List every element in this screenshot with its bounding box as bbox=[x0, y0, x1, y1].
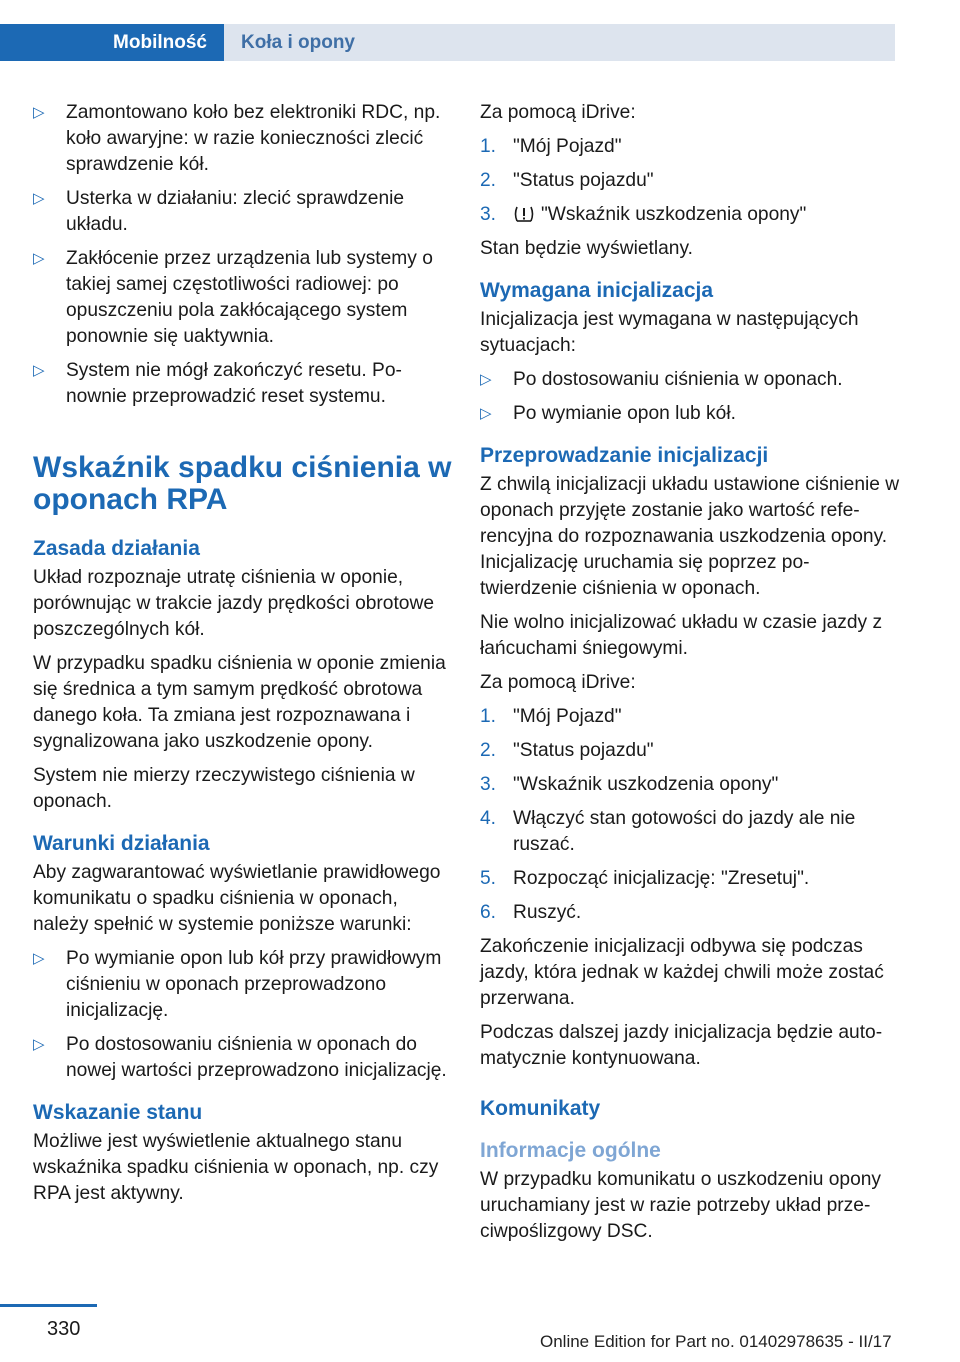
paragraph: Z chwilą inicjalizacji układu ustawione ciśnienie w oponach przyjęte zostanie jako wartość referencyjna do rozpoznawania uszkodzenia opony. Inicjalizację uruchamia się poprzez potwierdzenie ciśnienia w oponach. bbox=[480, 474, 900, 599]
init-required-list bbox=[480, 367, 900, 427]
list-item: 2. "Status pojazdu" bbox=[480, 740, 654, 761]
section-tab-mobilnosc: Mobilność bbox=[0, 24, 224, 61]
paragraph: Układ rozpoznaje utratę ciśnienia w oponie, porównując w trakcie jazdy prędkości obrotowe poszczególnych kół. bbox=[33, 567, 434, 640]
tire-pressure-warning-icon bbox=[513, 205, 535, 223]
triangle-bullet-icon: ▷ bbox=[33, 104, 45, 121]
heading-zasada-dzialania: Zasada działania bbox=[33, 537, 200, 560]
paragraph: Podczas dalszej jazdy inicjalizacja będzie automatycznie kontynuowana. bbox=[480, 1022, 883, 1069]
list-item: 3. "Wskaźnik uszkodzenia opony" bbox=[480, 774, 779, 795]
list-item: 2. "Status pojazdu" bbox=[480, 170, 654, 191]
edition-note: Online Edition for Part no. 01402978635 - II/17 bbox=[540, 1332, 892, 1351]
paragraph: Za pomocą iDrive: bbox=[480, 672, 636, 693]
right-column bbox=[480, 100, 900, 1253]
triangle-bullet-icon: ▷ bbox=[33, 190, 45, 207]
triangle-bullet-icon: ▷ bbox=[33, 950, 45, 967]
list-item: 4. Włączyć stan gotowości do jazdy ale nie ruszać. bbox=[480, 808, 856, 855]
idrive-steps-status bbox=[480, 134, 900, 228]
idrive-steps-init bbox=[480, 704, 900, 926]
paragraph: Nie wolno inicjalizować układu w czasie jazdy z łańcuchami śniegowymi. bbox=[480, 612, 883, 659]
list-item: ▷ System nie mógł zakończyć resetu. Ponownie przeprowadzić reset systemu. bbox=[33, 360, 402, 407]
left-column bbox=[33, 100, 453, 1215]
paragraph: System nie mierzy rzeczywistego ciśnienia w oponach. bbox=[33, 765, 415, 812]
list-item: 1. "Mój Pojazd" bbox=[480, 136, 622, 157]
list-item: ▷ Po wymianie opon lub kół. bbox=[480, 401, 900, 427]
triangle-bullet-icon: ▷ bbox=[33, 362, 45, 379]
heading-informacje-ogolne: Informacje ogólne bbox=[480, 1139, 661, 1162]
triangle-bullet-icon: ▷ bbox=[480, 371, 492, 388]
conditions-list bbox=[33, 946, 453, 1084]
paragraph: W przypadku spadku ciśnienia w oponie zmienia się średnica a tym samym prędkość obrotowa danego koła. Ta zmiana jest rozpoznawana i sygnalizowana jako uszkodzenie opony. bbox=[33, 653, 446, 752]
paragraph: Za pomocą iDrive: bbox=[480, 102, 636, 123]
footer-rule bbox=[0, 1304, 97, 1307]
section-tab-kola-i-opony: Koła i opony bbox=[224, 24, 895, 61]
heading-przeprowadzanie-inicjalizacji: Przeprowadzanie inicjalizacji bbox=[480, 444, 769, 467]
list-item: ▷ Zakłócenie przez urządzenia lub systemy o takiej samej częstotliwości radiowej: po opuszczeniu pola zakłócającego system ponownie się uaktywnia. bbox=[33, 248, 433, 347]
rdc-fault-list bbox=[33, 100, 453, 410]
paragraph: Możliwe jest wyświetlenie aktualnego stanu wskaźnika spadku ciśnienia w oponach, np. czy RPA jest aktywny. bbox=[33, 1131, 439, 1204]
heading-warunki-dzialania: Warunki działania bbox=[33, 832, 210, 855]
triangle-bullet-icon: ▷ bbox=[33, 1036, 45, 1053]
page-number: 330 bbox=[47, 1318, 81, 1340]
heading-wymagana-inicjalizacja: Wymagana inicjalizacja bbox=[480, 279, 714, 302]
triangle-bullet-icon: ▷ bbox=[33, 250, 45, 267]
list-item: ▷ Po dostosowaniu ciśnienia w oponach. bbox=[480, 367, 900, 393]
list-item: 1. "Mój Pojazd" bbox=[480, 706, 622, 727]
page-header bbox=[0, 0, 895, 62]
heading-wskazanie-stanu: Wskazanie stanu bbox=[33, 1101, 203, 1124]
paragraph: Inicjalizacja jest wymagana w następujących sytuacjach: bbox=[480, 309, 859, 356]
heading-komunikaty: Komunikaty bbox=[480, 1097, 601, 1120]
triangle-bullet-icon: ▷ bbox=[480, 405, 492, 422]
paragraph: Stan będzie wyświetlany. bbox=[480, 238, 693, 259]
paragraph: Aby zagwarantować wyświetlanie prawidłowego komunikatu o spadku ciśnienia w oponach, należy spełnić w systemie poniższe warunki: bbox=[33, 862, 441, 935]
section-title-rpa: Wskaźnik spadku ciśnienia w oponach RPA bbox=[33, 451, 452, 516]
paragraph: Zakończenie inicjalizacji odbywa się podczas jazdy, która jednak w każdej chwili może zostać przerwana. bbox=[480, 936, 884, 1009]
list-item: ▷ Zamontowano koło bez elektroniki RDC, np. koło awaryjne: w razie konieczności zlecić sprawdzenie kół. bbox=[33, 102, 441, 175]
list-item: ▷ Usterka w działaniu: zlecić sprawdzenie układu. bbox=[33, 188, 405, 235]
list-item: ▷ Po dostosowaniu ciśnienia w oponach do nowej wartości przeprowadzono inicjalizację. bbox=[33, 1034, 447, 1081]
paragraph: W przypadku komunikatu o uszkodzeniu opony uruchamiany jest w razie potrzeby układ przeciwpoślizgowy DSC. bbox=[480, 1169, 882, 1242]
list-item: 3. "Wskaźnik uszkodzenia opony" bbox=[480, 204, 807, 225]
list-item: 6. Ruszyć. bbox=[480, 902, 582, 923]
list-item: ▷ Po wymianie opon lub kół przy prawidłowym ciśnieniu w oponach przeprowadzono inicjalizację. bbox=[33, 948, 442, 1021]
list-item: 5. Rozpocząć inicjalizację: "Zresetuj". bbox=[480, 868, 810, 889]
